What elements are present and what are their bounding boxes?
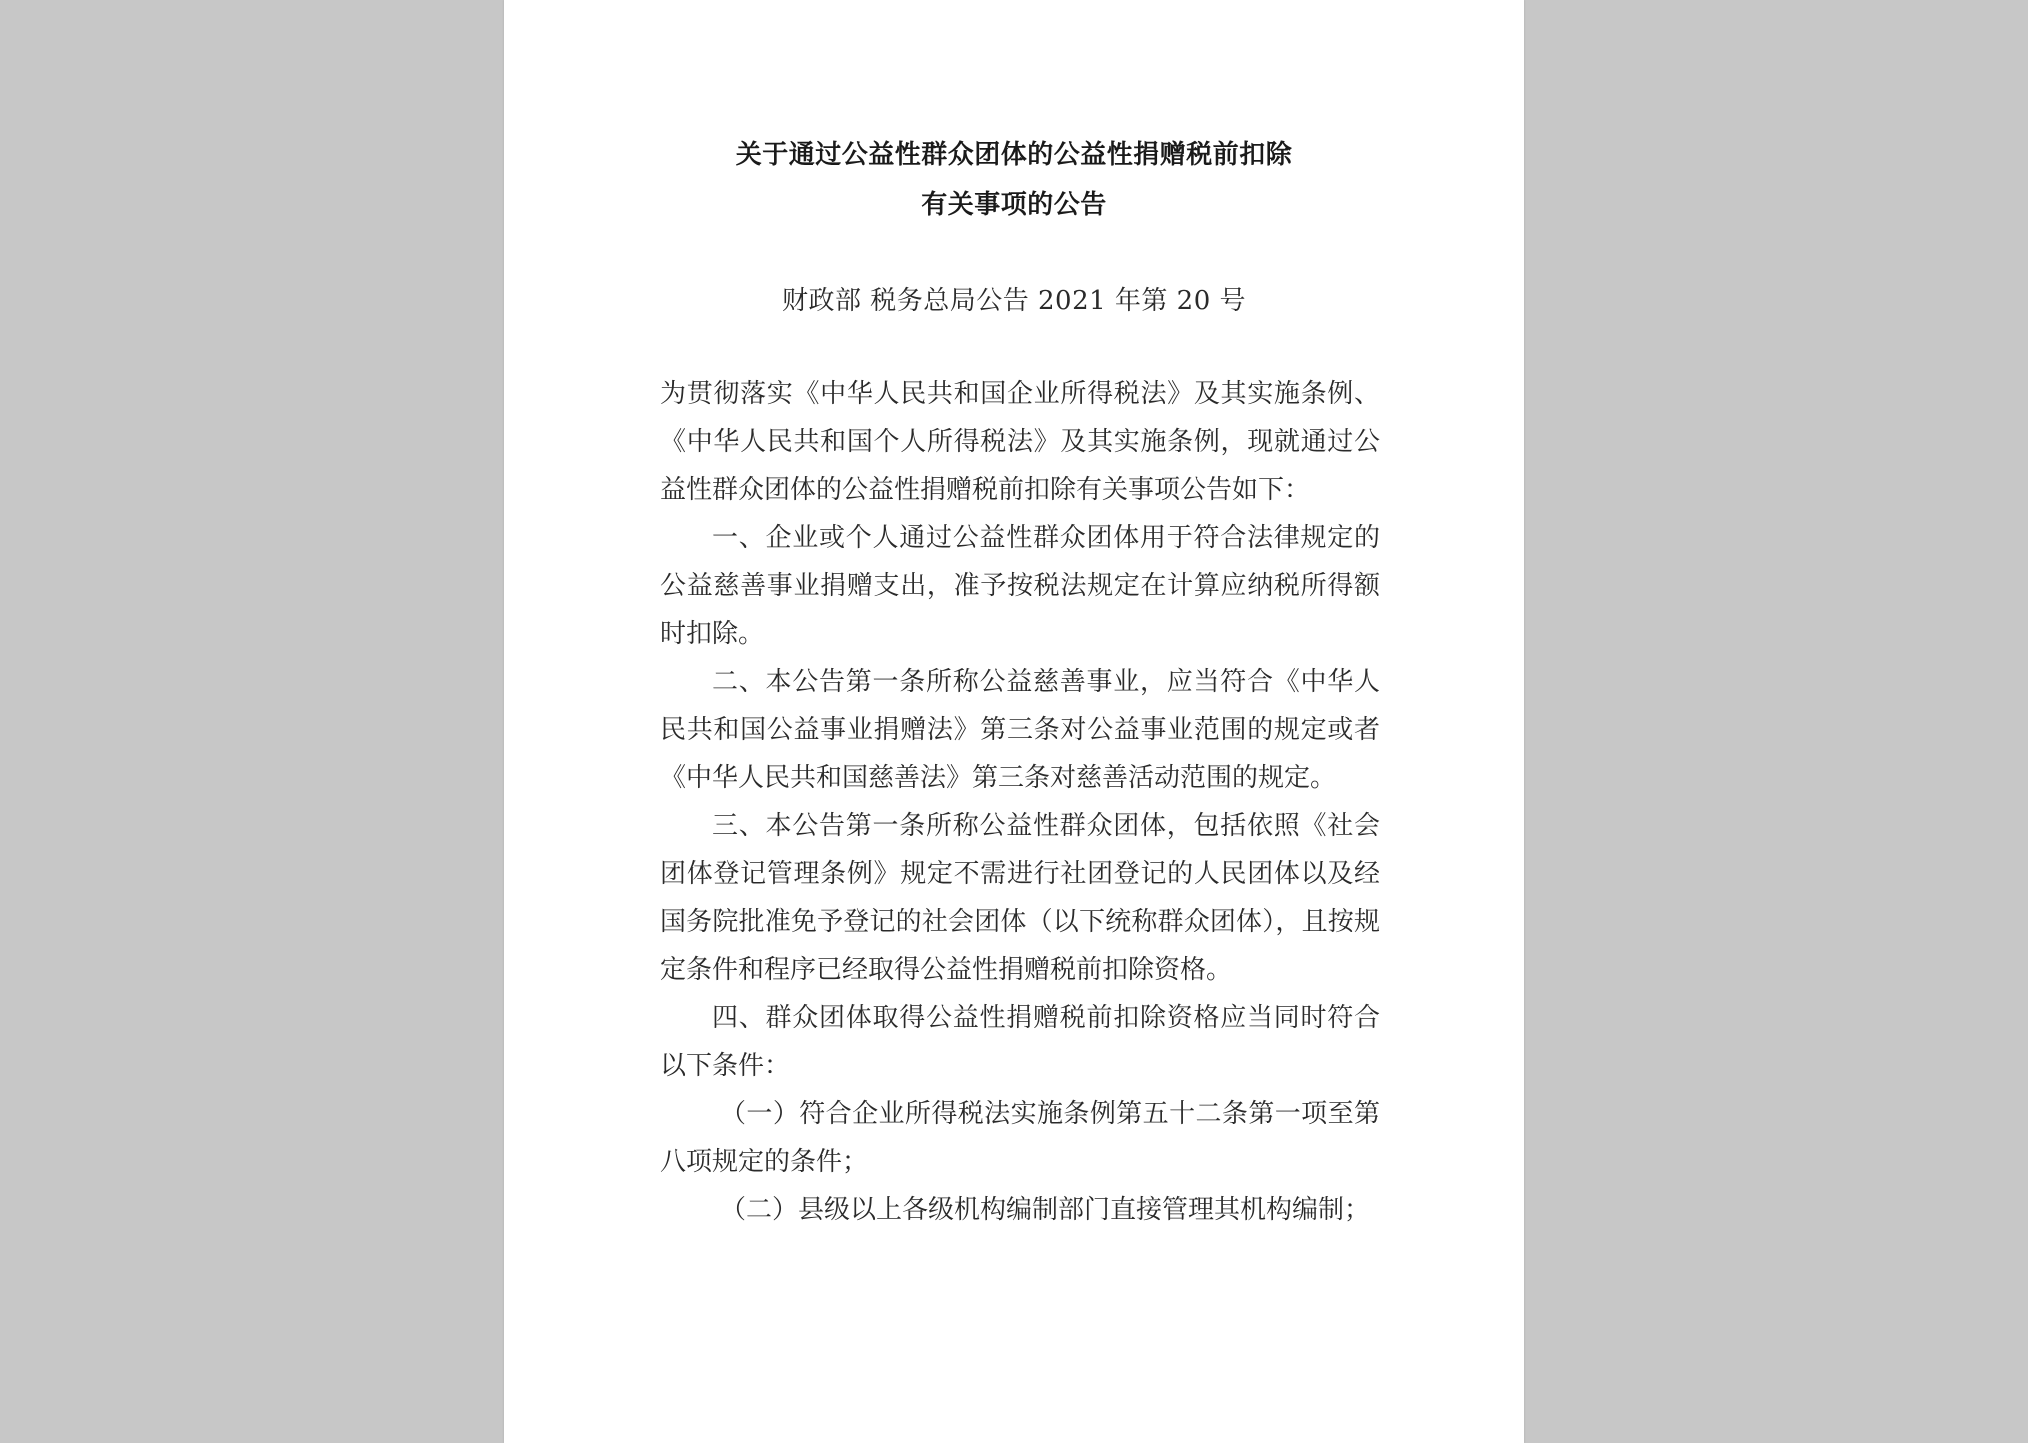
paragraph-4: 四、群众团体取得公益性捐赠税前扣除资格应当同时符合以下条件： [660, 1003, 1380, 1081]
document-title-line2: 有关事项的公告 [921, 190, 1107, 220]
document-number: 财政部 税务总局公告 2021 年第 20 号 [781, 286, 1247, 316]
paragraph-2: 二、本公告第一条所称公益慈善事业，应当符合《中华人民共和国公益事业捐赠法》第三条对公益事业范围的规定或者《中华人民共和国慈善法》第三条对慈善活动范围的规定。 [660, 667, 1380, 793]
paragraph-4-item-1: （一）符合企业所得税法实施条例第五十二条第一项至第八项规定的条件； [660, 1099, 1380, 1177]
paragraph-3: 三、本公告第一条所称公益性群众团体，包括依照《社会团体登记管理条例》规定不需进行社团登记的人民团体以及经国务院批准免予登记的社会团体（以下统称群众团体），且按规定条件和程序已经取得公益性捐赠税前扣除资格。 [660, 811, 1380, 985]
paragraph-intro: 为贯彻落实《中华人民共和国企业所得税法》及其实施条例、《中华人民共和国个人所得税法》及其实施条例，现就通过公益性群众团体的公益性捐赠税前扣除有关事项公告如下： [660, 379, 1380, 505]
paragraph-1: 一、企业或个人通过公益性群众团体用于符合法律规定的公益慈善事业捐赠支出，准予按税法规定在计算应纳税所得额时扣除。 [660, 523, 1380, 649]
document-body [660, 370, 1380, 1234]
document-page [504, 0, 1524, 1443]
document-title-line1: 关于通过公益性群众团体的公益性捐赠税前扣除 [735, 140, 1293, 170]
paragraph-4-item-2: （二）县级以上各级机构编制部门直接管理其机构编制； [720, 1195, 1371, 1225]
